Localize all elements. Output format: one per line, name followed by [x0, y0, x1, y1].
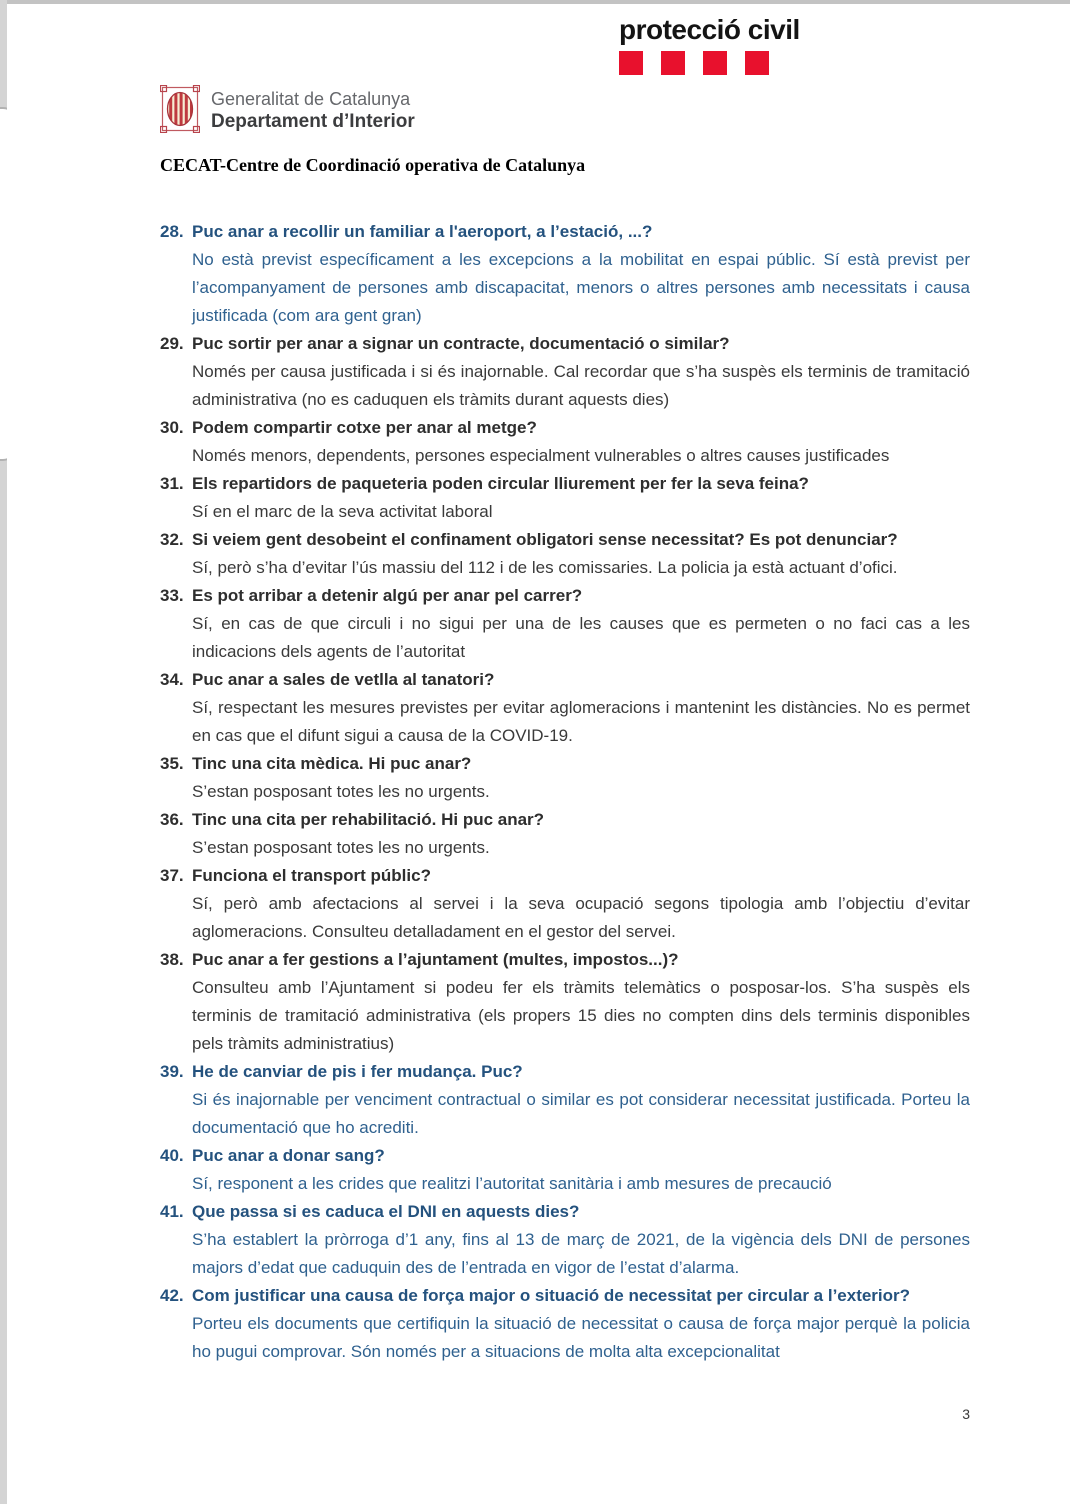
faq-question: Els repartidors de paqueteria poden circular lliurement per fer la seva feina? [192, 474, 809, 493]
faq-question: Puc anar a recollir un familiar a l'aeroport, a l’estació, ...? [192, 222, 653, 241]
proteccio-civil-logo [619, 16, 800, 75]
faq-question: Tinc una cita mèdica. Hi puc anar? [192, 754, 472, 773]
faq-answer: Sí en el marc de la seva activitat laboral [192, 502, 493, 521]
red-square-icon [703, 51, 727, 75]
faq-number: 41. [160, 1202, 184, 1221]
proteccio-civil-squares [619, 51, 800, 75]
red-square-icon [745, 51, 769, 75]
faq-item [160, 1198, 970, 1282]
faq-question: Com justificar una causa de força major o situació de necessitat per circular a l’exterior? [192, 1286, 911, 1305]
faq-item [160, 1142, 970, 1198]
faq-number: 37. [160, 866, 184, 885]
cecat-title: CECAT-Centre de Coordinació operativa de Catalunya [160, 155, 586, 175]
faq-item [160, 526, 970, 582]
faq-item [160, 806, 970, 862]
faq-list [160, 218, 970, 1366]
faq-number: 28. [160, 222, 184, 241]
faq-answer: S’estan posposant totes les no urgents. [192, 782, 490, 801]
faq-question: Puc sortir per anar a signar un contracte, documentació o similar? [192, 334, 730, 353]
faq-item [160, 1282, 970, 1366]
document-page [7, 4, 1070, 1504]
gencat-department: Departament d’Interior [211, 111, 415, 132]
faq-number: 34. [160, 670, 184, 689]
faq-number: 40. [160, 1146, 184, 1165]
faq-number: 38. [160, 950, 184, 969]
faq-answer: S’estan posposant totes les no urgents. [192, 838, 490, 857]
faq-number: 35. [160, 754, 184, 773]
faq-number: 33. [160, 586, 184, 605]
faq-answer: Consulteu amb l’Ajuntament si podeu fer els tràmits telemàtics o posposar-los. S’ha suspès els terminis de tramitació administrativa (els propers 15 dies no compten dins dels terminis disponibles pels tràmits administratius) [192, 978, 970, 1053]
faq-number: 39. [160, 1062, 184, 1081]
faq-item [160, 666, 970, 750]
faq-item [160, 414, 970, 470]
faq-question: He de canviar de pis i fer mudança. Puc? [192, 1062, 523, 1081]
faq-item [160, 750, 970, 806]
faq-item [160, 582, 970, 666]
faq-number: 31. [160, 474, 184, 493]
faq-question: Si veiem gent desobeint el confinament obligatori sense necessitat? Es pot denunciar? [192, 530, 898, 549]
faq-item [160, 862, 970, 946]
faq-answer: Porteu els documents que certifiquin la situació de necessitat o causa de força major perquè la policia ho pugui comprovar. Són només per a situacions de molta alta excepcionalitat [192, 1314, 970, 1361]
faq-question: Tinc una cita per rehabilitació. Hi puc anar? [192, 810, 545, 829]
faq-answer: No està previst específicament a les excepcions a la mobilitat en espai públic. Sí està previst per l’acompanyament de persones amb discapacitat, menors o altres persones amb necessitats i causa justificada (com ara gent gran) [192, 250, 970, 325]
proteccio-civil-wordmark: protecció civil [619, 14, 800, 45]
red-square-icon [661, 51, 685, 75]
faq-answer: Sí, però amb afectacions al servei i la seva ocupació segons tipologia amb l’objectiu d’evitar aglomeracions. Consulteu detalladament en el gestor del servei. [192, 894, 970, 941]
faq-question: Puc anar a donar sang? [192, 1146, 385, 1165]
faq-item [160, 470, 970, 526]
faq-answer: Només menors, dependents, persones especialment vulnerables o altres causes justificades [192, 446, 890, 465]
faq-item [160, 330, 970, 414]
faq-answer: Sí, responent a les crides que realitzi l’autoritat sanitària i amb mesures de precaució [192, 1174, 832, 1193]
faq-answer: Sí, respectant les mesures previstes per evitar aglomeracions i mantenint les distàncies. No es permet en cas que el difunt sigui a causa de la COVID-19. [192, 698, 970, 745]
faq-number: 29. [160, 334, 184, 353]
faq-question: Que passa si es caduca el DNI en aquests dies? [192, 1202, 580, 1221]
faq-answer: Només per causa justificada i si és inajornable. Cal recordar que s’ha suspès els terminis de tramitació administrativa (no es caduquen els tràmits durant aquests dies) [192, 362, 970, 409]
gencat-name: Generalitat de Catalunya [211, 89, 411, 109]
faq-item [160, 218, 970, 330]
faq-answer: S’ha establert la pròrroga d’1 any, fins al 13 de març de 2021, de la vigència dels DNI de persones majors d’edat que caduquin des de l’entrada en vigor de l’estat d’alarma. [192, 1230, 970, 1277]
faq-question: Podem compartir cotxe per anar al metge? [192, 418, 537, 437]
faq-question: Puc anar a sales de vetlla al tanatori? [192, 670, 495, 689]
faq-answer: Sí, però s’ha d’evitar l’ús massiu del 112 i de les comissaries. La policia ja està actuant d’ofici. [192, 558, 898, 577]
faq-item [160, 1058, 970, 1142]
faq-number: 32. [160, 530, 184, 549]
faq-answer: Sí, en cas de que circuli i no sigui per una de les causes que es permeten o no faci cas a les indicacions dels agents de l’autoritat [192, 614, 970, 661]
faq-number: 30. [160, 418, 184, 437]
faq-answer: Si és inajornable per venciment contractual o similar es pot considerar necessitat justificada. Porteu la documentació que ho acrediti. [192, 1090, 970, 1137]
faq-item [160, 946, 970, 1058]
red-square-icon [619, 51, 643, 75]
generalitat-emblem-icon [160, 85, 200, 138]
faq-number: 36. [160, 810, 184, 829]
faq-question: Es pot arribar a detenir algú per anar pel carrer? [192, 586, 583, 605]
faq-question: Puc anar a fer gestions a l’ajuntament (multes, impostos...)? [192, 950, 679, 969]
faq-question: Funciona el transport públic? [192, 866, 431, 885]
faq-number: 42. [160, 1286, 184, 1305]
generalitat-header [160, 85, 970, 138]
page-number: 3 [962, 1406, 970, 1422]
